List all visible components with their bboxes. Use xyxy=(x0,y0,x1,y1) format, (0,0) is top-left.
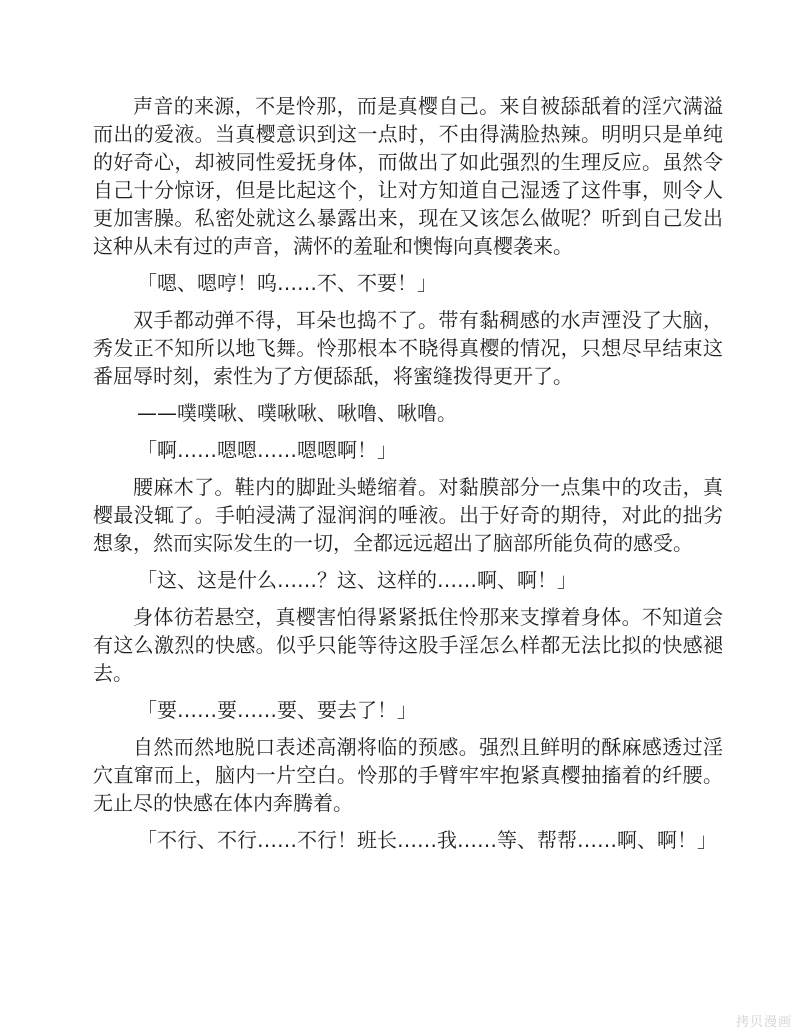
paragraph-narration: 自然而然地脱口表述高潮将临的预感。强烈且鲜明的酥麻感透过淫穴直窜而上，脑内一片空白。怜那的手臂牢牢抱紧真樱抽搐着的纤腰。无止尽的快感在体内奔腾着。 xyxy=(93,735,723,815)
paragraph-dialogue: 「啊……嗯嗯……嗯嗯啊！」 xyxy=(137,438,397,462)
paragraph-dialogue: 「要……要……要、要去了！」 xyxy=(137,698,417,722)
paragraph-dialogue: 「不行、不行……不行！班长……我……等、帮帮……啊、啊！」 xyxy=(137,828,717,852)
novel-page-text xyxy=(93,92,723,863)
paragraph-dialogue: 「这、这是什么……？这、这样的……啊、啊！」 xyxy=(137,568,577,592)
paragraph-dialogue: 「嗯、嗯哼！呜……不、不要！」 xyxy=(137,271,437,295)
paragraph-narration: 身体彷若悬空，真樱害怕得紧紧抵住怜那来支撑着身体。不知道会有这么激烈的快感。似乎只能等待这股手淫怎么样都无法比拟的快感褪去。 xyxy=(93,605,723,685)
paragraph-narration: 声音的来源，不是怜那，而是真樱自己。来自被舔舐着的淫穴满溢而出的爱液。当真樱意识到这一点时，不由得满脸热辣。明明只是单纯的好奇心，却被同性爱抚身体，而做出了如此强烈的生理反应。虽然令自己十分惊讶，但是比起这个，让对方知道自己湿透了这件事，则令人更加害臊。私密处就这么暴露出来，现在又该怎么做呢？听到自己发出这种从未有过的声音，满怀的羞耻和懊悔向真樱袭来。 xyxy=(93,94,723,258)
paragraph-narration: 腰麻木了。鞋内的脚趾头蜷缩着。对黏膜部分一点集中的攻击，真樱最没辄了。手帕浸满了湿润润的唾液。出于好奇的期待，对此的拙劣想象，然而实际发生的一切，全都远远超出了脑部所能负荷的感受。 xyxy=(93,475,723,555)
site-watermark: 拷贝漫画 xyxy=(735,1015,792,1030)
paragraph-narration: 双手都动弹不得，耳朵也捣不了。带有黏稠感的水声湮没了大脑，秀发正不知所以地飞舞。怜那根本不晓得真樱的情况，只想尽早结束这番屈辱时刻，索性为了方便舔舐，将蜜缝拨得更开了。 xyxy=(93,308,723,388)
paragraph-sound-effect: ——噗噗啾、噗啾啾、啾噜、啾噜。 xyxy=(137,401,457,425)
